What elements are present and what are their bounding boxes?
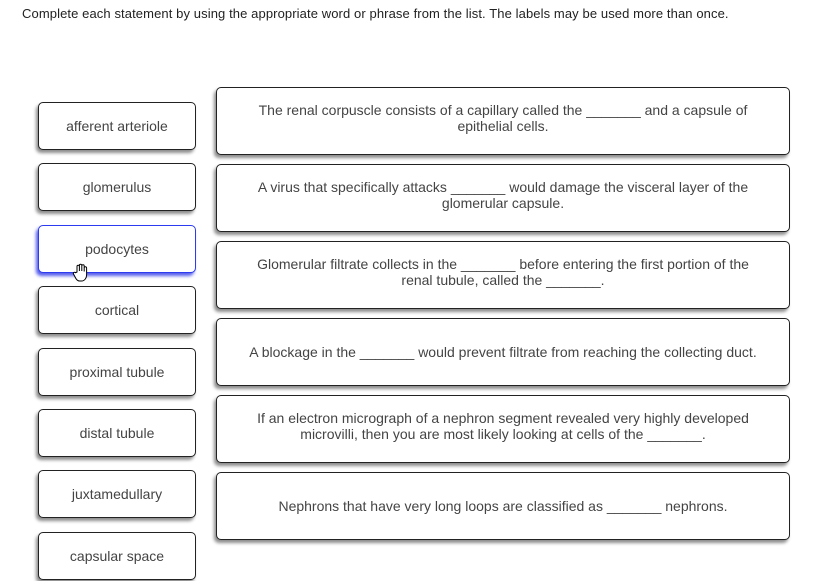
label-text: proximal tubule (69, 364, 165, 380)
statement-drop-target-2[interactable] (216, 164, 790, 232)
statement-drop-target-6[interactable] (216, 472, 790, 540)
label-text: cortical (94, 302, 140, 318)
statement-text: Nephrons that have very long loops are classified as _______ nephrons. (278, 498, 728, 514)
statement-text: The renal corpuscle consists of a capillary called the _______ and a capsule of epithelial cells. (258, 102, 748, 134)
instructions-text: Complete each statement by using the appropriate word or phrase from the list. The labels may be used more than once. (22, 6, 729, 21)
label-proximal-tubule[interactable] (38, 348, 196, 396)
statement-text: Glomerular filtrate collects in the _______ before entering the first portion of the renal tubule, called the _______. (257, 256, 749, 288)
label-podocytes[interactable] (38, 225, 196, 273)
statement-drop-target-1[interactable] (216, 87, 790, 155)
hand-pointer-icon (72, 263, 90, 283)
label-glomerulus[interactable] (38, 163, 196, 211)
label-text: capsular space (69, 548, 165, 564)
statement-drop-target-3[interactable] (216, 241, 790, 309)
label-cortical[interactable] (38, 286, 196, 334)
statement-text: A blockage in the _______ would prevent filtrate from reaching the collecting duct. (249, 344, 757, 360)
label-text: glomerulus (82, 179, 152, 195)
label-text: podocytes (85, 241, 149, 257)
label-distal-tubule[interactable] (38, 409, 196, 457)
statement-drop-target-5[interactable] (216, 395, 790, 463)
statement-drop-target-4[interactable] (216, 318, 790, 386)
label-juxtamedullary[interactable] (38, 470, 196, 518)
statement-text: A virus that specifically attacks _______ would damage the visceral layer of the glomerular capsule. (257, 179, 749, 211)
label-capsular-space[interactable] (38, 532, 196, 580)
label-text: juxtamedullary (71, 486, 163, 502)
statement-text: If an electron micrograph of a nephron segment revealed very highly developed microvilli, then you are most likely looking at cells of the _______. (257, 410, 749, 442)
label-text: distal tubule (79, 425, 155, 441)
label-afferent-arteriole[interactable] (38, 102, 196, 150)
label-text: afferent arteriole (66, 118, 168, 134)
